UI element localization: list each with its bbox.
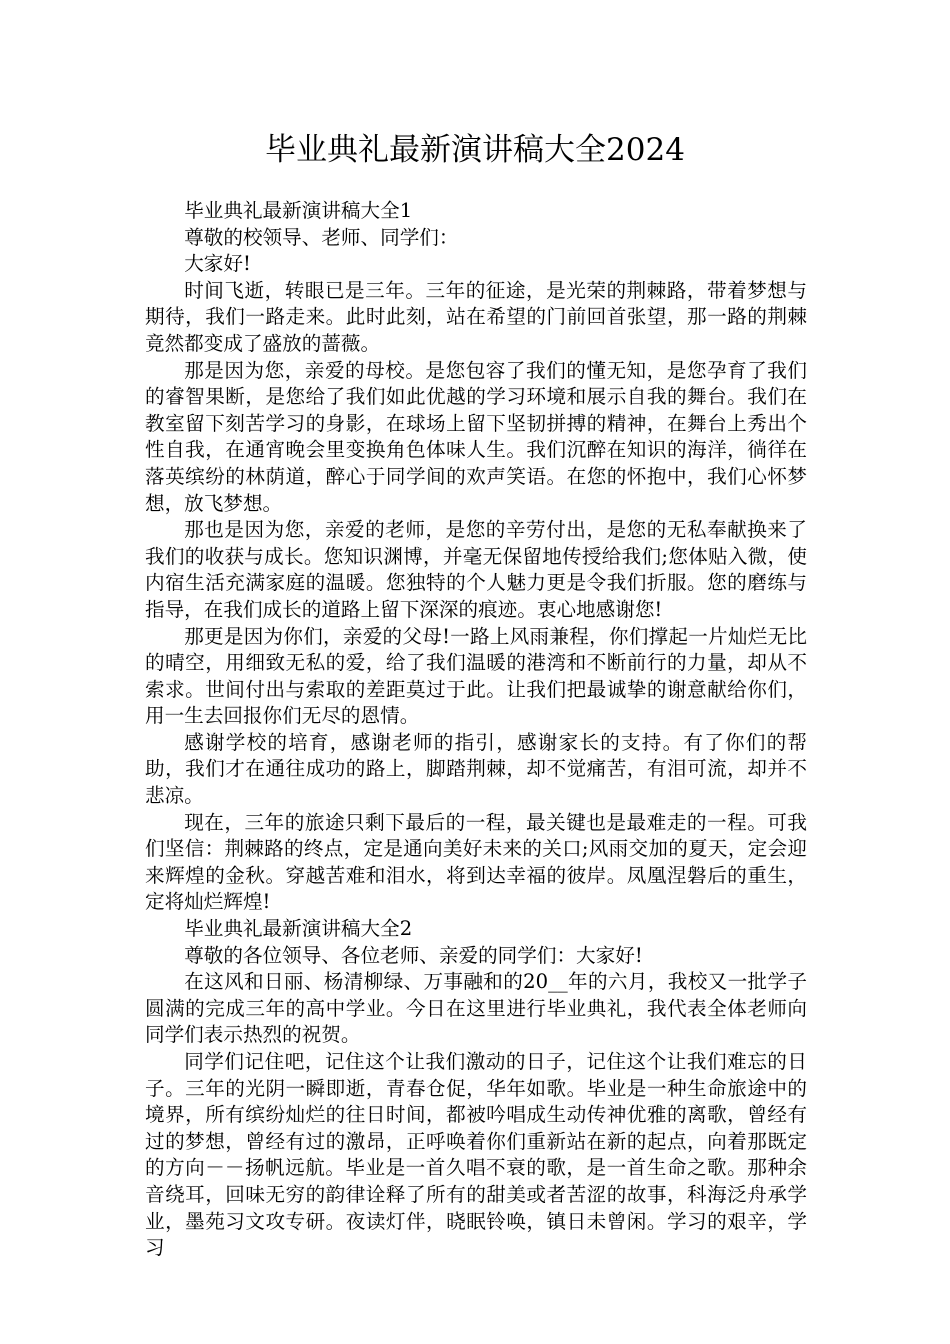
paragraph: 同学们记住吧，记住这个让我们激动的日子，记住这个让我们难忘的日子。三年的光阴一瞬即逝，青春仓促，华年如歌。毕业是一种生命旅途中的境界，所有缤纷灿烂的往日时间，都被吟唱成生动传神优雅的离歌，曾经有过的梦想，曾经有过的激昂，正呼唤着你们重新站在新的起点，向着那既定的方向－－扬帆远航。毕业是一首久唱不衰的歌，是一首生命之歌。那种余音绕耳，回味无穷的韵律诠释了所有的甜美或者苦涩的故事，科海泛舟承学业，墨苑习文攻专研。夜读灯伴，晓眠铃唤，镇日未曾闲。学习的艰辛，学习 [145, 1050, 807, 1260]
salutation: 尊敬的各位领导、各位老师、亲爱的同学们：大家好! [184, 943, 643, 967]
paragraph: 那也是因为您，亲爱的老师，是您的辛劳付出，是您的无私奉献换来了我们的收获与成长。您知识渊博，并毫无保留地传授给我们;您体贴入微，使内宿生活充满家庭的温暖。您独特的个人魅力更是令我们折服。您的磨练与指导，在我们成长的道路上留下深深的痕迹。衷心地感谢您! [145, 518, 807, 621]
paragraph: 在这风和日丽、杨清柳绿、万事融和的20__年的六月，我校又一批学子圆满的完成三年的高中学业。今日在这里进行毕业典礼，我代表全体老师向同学们表示热烈的祝贺。 [145, 970, 807, 1047]
paragraph: 那是因为您，亲爱的母校。是您包容了我们的懂无知，是您孕育了我们的睿智果断，是您给了我们如此优越的学习环境和展示自我的舞台。我们在教室留下刻苦学习的身影，在球场上留下坚韧拼搏的精神，在舞台上秀出个性自我，在通宵晚会里变换角色体味人生。我们沉醉在知识的海洋，徜徉在落英缤纷的林荫道，醉心于同学间的欢声笑语。在您的怀抱中，我们心怀梦想，放飞梦想。 [145, 358, 807, 515]
paragraph: 那更是因为你们，亲爱的父母!一路上风雨兼程，你们撑起一片灿烂无比的晴空，用细致无私的爱，给了我们温暖的港湾和不断前行的力量，却从不索求。世间付出与索取的差距莫过于此。让我们把最诚挚的谢意献给你们，用一生去回报你们无尽的恩情。 [145, 624, 807, 728]
salutation: 尊敬的校领导、老师、同学们： [184, 225, 459, 249]
paragraph: 感谢学校的培育，感谢老师的指引，感谢家长的支持。有了你们的帮助，我们才在通往成功的路上，脚踏荆棘，却不觉痛苦，有泪可流，却并不悲凉。 [145, 730, 807, 808]
paragraph: 现在，三年的旅途只剩下最后的一程，最关键也是最难走的一程。可我们坚信：荆棘路的终点，定是通向美好未来的关口;风雨交加的夏天，定会迎来辉煌的金秋。穿越苦难和泪水，将到达幸福的彼岸。凤凰涅磐后的重生，定将灿烂辉煌! [145, 810, 807, 914]
document-body [145, 198, 807, 1262]
speech-heading-1: 毕业典礼最新演讲稿大全1 [184, 199, 413, 222]
greeting: 大家好! [184, 252, 251, 276]
speech-heading-2: 毕业典礼最新演讲稿大全2 [184, 917, 413, 941]
paragraph: 时间飞逝，转眼已是三年。三年的征途，是光荣的荆棘路，带着梦想与期待，我们一路走来。此时此刻，站在希望的门前回首张望，那一路的荆棘竟然都变成了盛放的蔷薇。 [145, 278, 807, 355]
document-title: 毕业典礼最新演讲稿大全2024 [265, 132, 685, 168]
